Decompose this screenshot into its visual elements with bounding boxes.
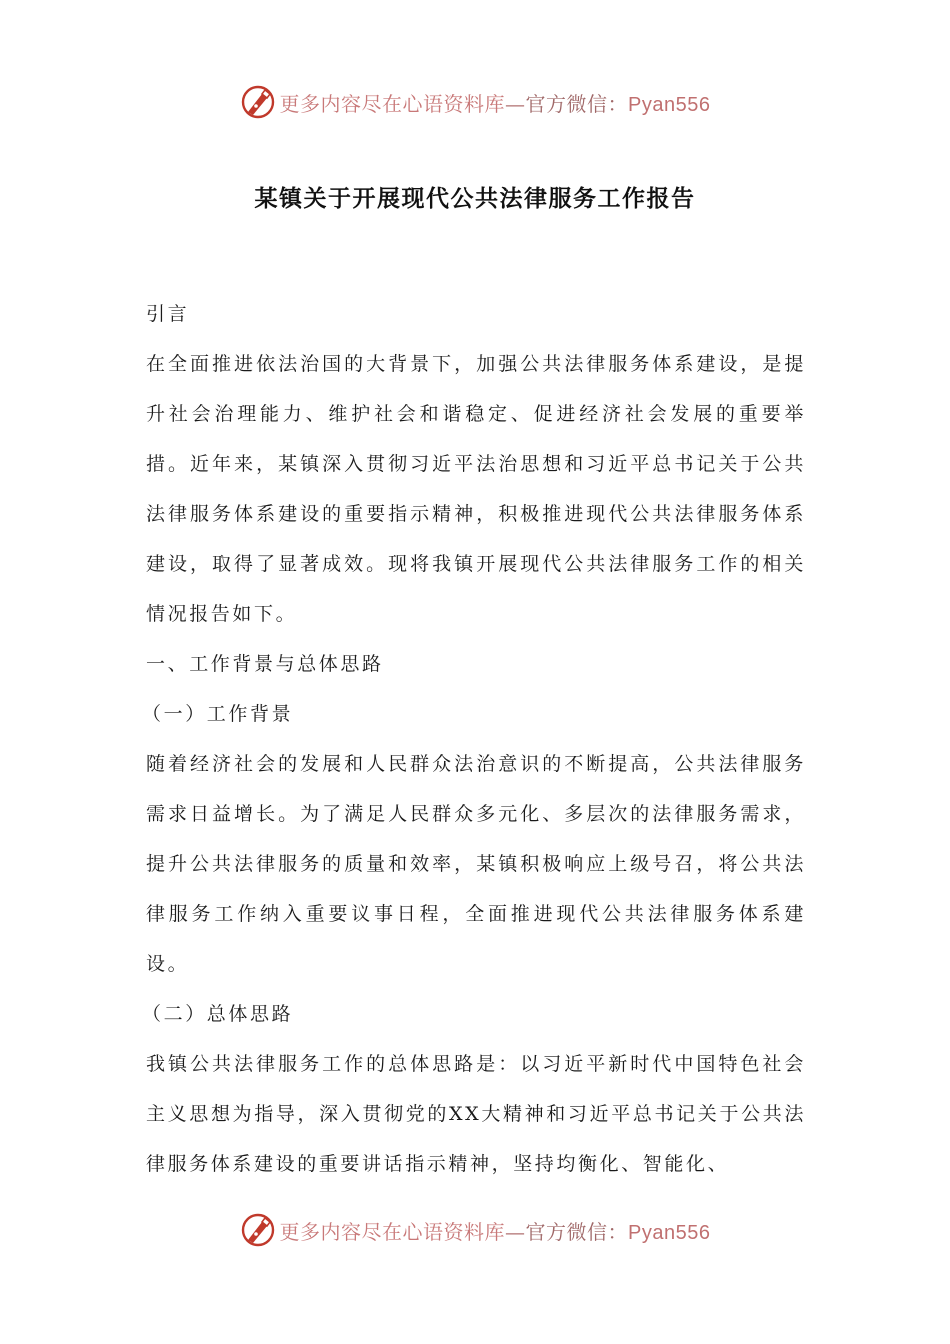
watermark-text <box>280 88 711 117</box>
watermark-site: 更多内容尽在心语资料库 <box>279 91 506 116</box>
watermark-site: 更多内容尽在心语资料库 <box>279 1219 506 1244</box>
watermark-id: Pyan556 <box>628 1221 711 1244</box>
subsection-background-heading: （一）工作背景 <box>142 703 294 725</box>
watermark-label: 官方微信： <box>525 91 629 116</box>
watermark-dash: — <box>505 91 526 116</box>
pen-nib-logo-icon <box>240 1212 276 1248</box>
pen-nib-logo-icon <box>240 84 276 120</box>
watermark-id: Pyan556 <box>628 93 711 116</box>
intro-paragraph: 在全面推进依法治国的大背景下，加强公共法律服务体系建设，是提升社会治理能力、维护社会和谐稳定、促进经济社会发展的重要举措。近年来，某镇深入贯彻习近平法治思想和习近平总书记关于公共法律服务体系建设的重要指示精神，积极推进现代公共法律服务体系建设，取得了显著成效。现将我镇开展现代公共法律服务工作的相关情况报告如下。 <box>146 353 806 625</box>
header-watermark <box>0 82 950 122</box>
subsection-approach-heading: （二）总体思路 <box>142 1003 294 1025</box>
background-paragraph: 随着经济社会的发展和人民群众法治意识的不断提高，公共法律服务需求日益增长。为了满足人民群众多元化、多层次的法律服务需求，提升公共法律服务的质量和效率，某镇积极响应上级号召，将公共法律服务工作纳入重要议事日程，全面推进现代公共法律服务体系建设。 <box>146 753 806 975</box>
watermark-text <box>280 1216 711 1245</box>
section-one-heading: 一、工作背景与总体思路 <box>146 653 384 675</box>
document-title: 某镇关于开展现代公共法律服务工作报告 <box>254 186 696 212</box>
footer-watermark <box>0 1210 950 1250</box>
watermark-label: 官方微信： <box>525 1219 629 1244</box>
approach-paragraph: 我镇公共法律服务工作的总体思路是：以习近平新时代中国特色社会主义思想为指导，深入贯彻党的XX大精神和习近平总书记关于公共法律服务体系建设的重要讲话指示精神，坚持均衡化、智能化、 <box>146 1053 806 1175</box>
watermark-dash: — <box>505 1219 526 1244</box>
document-body <box>142 289 806 1189</box>
section-intro-heading: 引言 <box>146 303 190 325</box>
